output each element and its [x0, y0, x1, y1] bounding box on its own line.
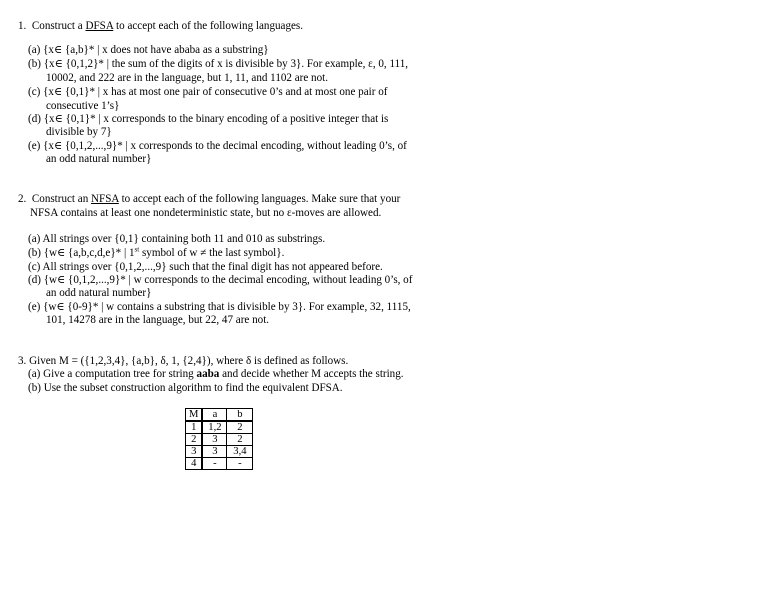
q1-term-dfsa: DFSA [85, 20, 114, 32]
q1-item-c-line2: consecutive 1’s} [46, 100, 120, 112]
q1-item-a: (a) {x∈ {a,b}* | x does not have ababa as a substring} [28, 44, 269, 56]
q1-number: 1. [18, 20, 27, 32]
transition-table-row [186, 434, 253, 446]
q3-heading: 3. Given M = ({1,2,3,4}, {a,b}, δ, 1, {2,4}), where δ is defined as follows. [18, 355, 349, 367]
q2-item-a: (a) All strings over {0,1} containing both 11 and 010 as substrings. [28, 233, 326, 245]
q1-heading [18, 20, 303, 33]
q2-number: 2. [18, 193, 27, 205]
q3-item-b: (b) Use the subset construction algorithm to find the equivalent DFSA. [28, 382, 343, 394]
q2-pre: Construct an [31, 193, 92, 205]
q2-heading [18, 193, 400, 206]
table-cell-b: 2 [227, 421, 253, 434]
q2-post: to accept each of the following languages. Make sure that your [118, 193, 401, 205]
q1-item-e-line1: (e) {x∈ {0,1,2,...,9}* | x corresponds to the decimal encoding, without leading 0’s, of [28, 140, 407, 152]
table-cell-b: 3,4 [227, 446, 253, 458]
header-cell-state: M [186, 409, 203, 422]
q2-item-b [28, 247, 284, 260]
q1-item-c-line1: (c) {x∈ {0,1}* | x has at most one pair of consecutive 0’s and at most one pair of [28, 86, 388, 98]
q2-item-e-line2: 101, 14278 are in the language, but 22, 47 are not. [46, 314, 270, 326]
q2-item-d-line1: (d) {w∈ {0,1,2,...,9}* | w corresponds to the decimal encoding, without leading 0’s, of [28, 274, 413, 286]
table-cell-b: 2 [227, 434, 253, 446]
table-cell-b: - [227, 458, 253, 470]
q2-item-b-pre: (b) {w∈ {a,b,c,d,e}* | 1 [28, 247, 135, 259]
table-cell-a: 3 [202, 434, 227, 446]
q3-item-a [28, 368, 404, 381]
q1-pre: Construct a [31, 20, 86, 32]
q1-item-d-line1: (d) {x∈ {0,1}* | x corresponds to the binary encoding of a positive integer that is [28, 113, 389, 125]
q2-item-d-line2: an odd natural number} [46, 287, 152, 299]
header-cell-a: a [202, 409, 227, 422]
q1-item-d-line2: divisible by 7} [46, 126, 112, 138]
q2-item-b-post: symbol of w ≠ the last symbol}. [139, 247, 285, 259]
q2-heading-line2: NFSA contains at least one nondeterministic state, but no ε-moves are allowed. [30, 207, 382, 219]
transition-table-header-row [186, 409, 253, 422]
q2-item-c: (c) All strings over {0,1,2,...,9} such that the final digit has not appeared before. [28, 261, 383, 273]
q3-item-a-pre: (a) Give a computation tree for string [28, 368, 197, 380]
table-cell-state: 4 [186, 458, 203, 470]
table-cell-a: - [202, 458, 227, 470]
q3-item-a-string: aaba [196, 368, 220, 380]
transition-table-row [186, 421, 253, 434]
table-cell-a: 3 [202, 446, 227, 458]
q3-item-a-post: and decide whether M accepts the string. [219, 368, 404, 380]
q2-item-b-sup: st [134, 245, 140, 254]
table-cell-state: 1 [186, 421, 203, 434]
table-cell-state: 3 [186, 446, 203, 458]
q2-item-e-line1: (e) {w∈ {0-9}* | w contains a substring that is divisible by 3}. For example, 32, 1115, [28, 301, 411, 313]
q1-post: to accept each of the following languages. [113, 20, 304, 32]
q2-term-nfsa: NFSA [91, 193, 119, 205]
transition-table-row [186, 458, 253, 470]
q1-item-b-line2: 10002, and 222 are in the language, but 1, 11, and 1102 are not. [46, 72, 328, 84]
header-cell-b: b [227, 409, 253, 422]
table-cell-state: 2 [186, 434, 203, 446]
transition-table [185, 408, 253, 470]
q1-item-b-line1: (b) {x∈ {0,1,2}* | the sum of the digits of x is divisible by 3}. For example, ε, 0, 111, [28, 58, 409, 70]
transition-table-row [186, 446, 253, 458]
table-cell-a: 1,2 [202, 421, 227, 434]
q1-item-e-line2: an odd natural number} [46, 153, 152, 165]
